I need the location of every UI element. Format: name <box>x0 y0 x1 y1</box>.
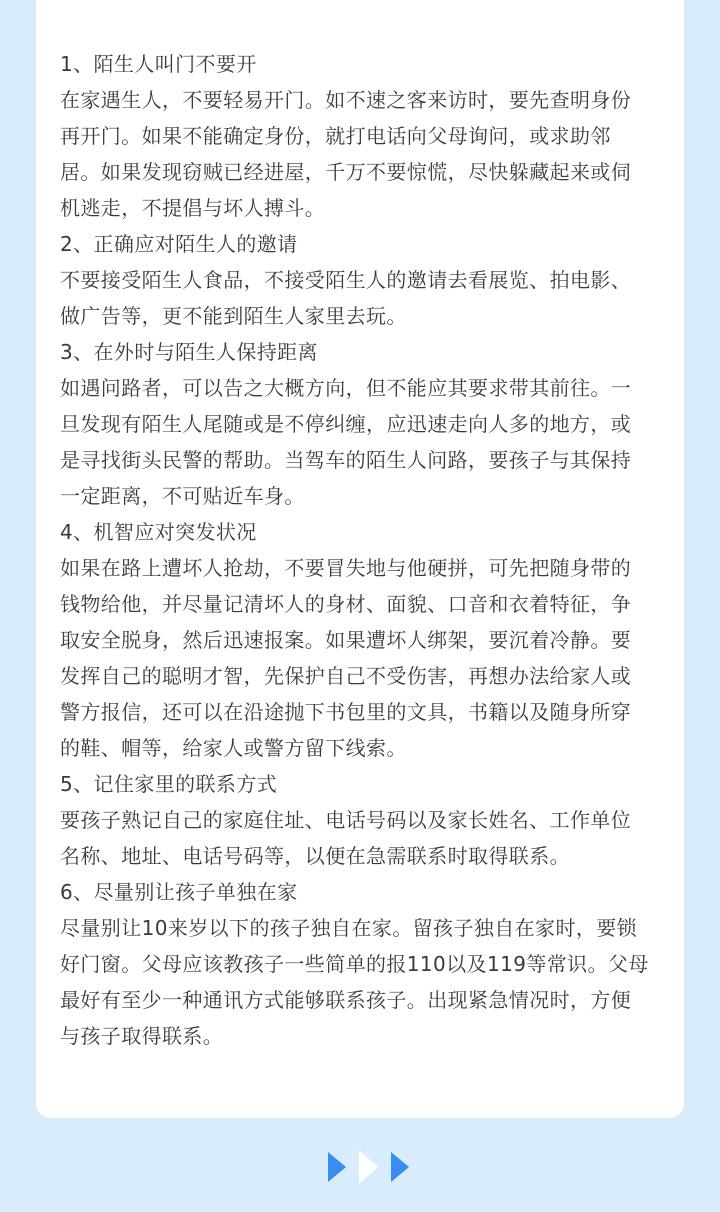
section-line: 机逃走，不提倡与坏人搏斗。 <box>60 196 326 220</box>
section-line: 的鞋、帽等，给家人或警方留下线索。 <box>60 736 407 760</box>
section-title: 6、尽量别让孩子单独在家 <box>60 880 298 904</box>
arrow-right-icon <box>391 1152 409 1182</box>
section-line: 与孩子取得联系。 <box>60 1024 224 1048</box>
section-line: 最好有至少一种通讯方式能够联系孩子。出现紧急情况时，方便 <box>60 988 632 1012</box>
section-line: 取安全脱身，然后迅速报案。如果遭坏人绑架，要沉着冷静。要 <box>60 628 632 652</box>
section-line: 旦发现有陌生人尾随或是不停纠缠，应迅速走向人多的地方，或 <box>60 412 632 436</box>
next-arrows[interactable] <box>326 1150 416 1184</box>
section-title: 1、陌生人叫门不要开 <box>60 52 257 76</box>
section-5 <box>60 766 664 874</box>
arrow-right-icon <box>328 1152 346 1182</box>
section-line: 是寻找街头民警的帮助。当驾车的陌生人问路，要孩子与其保持 <box>60 448 632 472</box>
section-line: 发挥自己的聪明才智，先保护自己不受伤害，再想办法给家人或 <box>60 664 632 688</box>
section-4 <box>60 514 664 766</box>
section-line: 警方报信，还可以在沿途抛下书包里的文具，书籍以及随身所穿 <box>60 700 632 724</box>
section-line: 好门窗。父母应该教孩子一些简单的报110以及119等常识。父母 <box>60 952 649 976</box>
section-6 <box>60 874 664 1054</box>
section-line: 做广告等，更不能到陌生人家里去玩。 <box>60 304 407 328</box>
section-line: 在家遇生人，不要轻易开门。如不速之客来访时，要先查明身份 <box>60 88 632 112</box>
section-line: 钱物给他，并尽量记清坏人的身材、面貌、口音和衣着特征，争 <box>60 592 632 616</box>
section-1 <box>60 46 664 226</box>
section-title: 4、机智应对突发状况 <box>60 520 257 544</box>
section-title: 2、正确应对陌生人的邀请 <box>60 232 298 256</box>
section-line: 要孩子熟记自己的家庭住址、电话号码以及家长姓名、工作单位 <box>60 808 632 832</box>
section-line: 居。如果发现窃贼已经进屋，千万不要惊慌，尽快躲藏起来或伺 <box>60 160 632 184</box>
section-2 <box>60 226 664 334</box>
section-line: 如遇问路者，可以告之大概方向，但不能应其要求带其前往。一 <box>60 376 632 400</box>
section-line: 尽量别让10来岁以下的孩子独自在家。留孩子独自在家时，要锁 <box>60 916 638 940</box>
section-line: 再开门。如果不能确定身份，就打电话向父母询问，或求助邻 <box>60 124 611 148</box>
section-line: 一定距离，不可贴近车身。 <box>60 484 305 508</box>
section-title: 3、在外时与陌生人保持距离 <box>60 340 318 364</box>
article-content <box>60 46 664 1054</box>
section-line: 名称、地址、电话号码等，以便在急需联系时取得联系。 <box>60 844 570 868</box>
section-line: 如果在路上遭坏人抢劫，不要冒失地与他硬拼，可先把随身带的 <box>60 556 632 580</box>
section-title: 5、记住家里的联系方式 <box>60 772 278 796</box>
arrow-right-icon <box>359 1150 378 1184</box>
section-line: 不要接受陌生人食品，不接受陌生人的邀请去看展览、拍电影、 <box>60 268 632 292</box>
section-3 <box>60 334 664 514</box>
